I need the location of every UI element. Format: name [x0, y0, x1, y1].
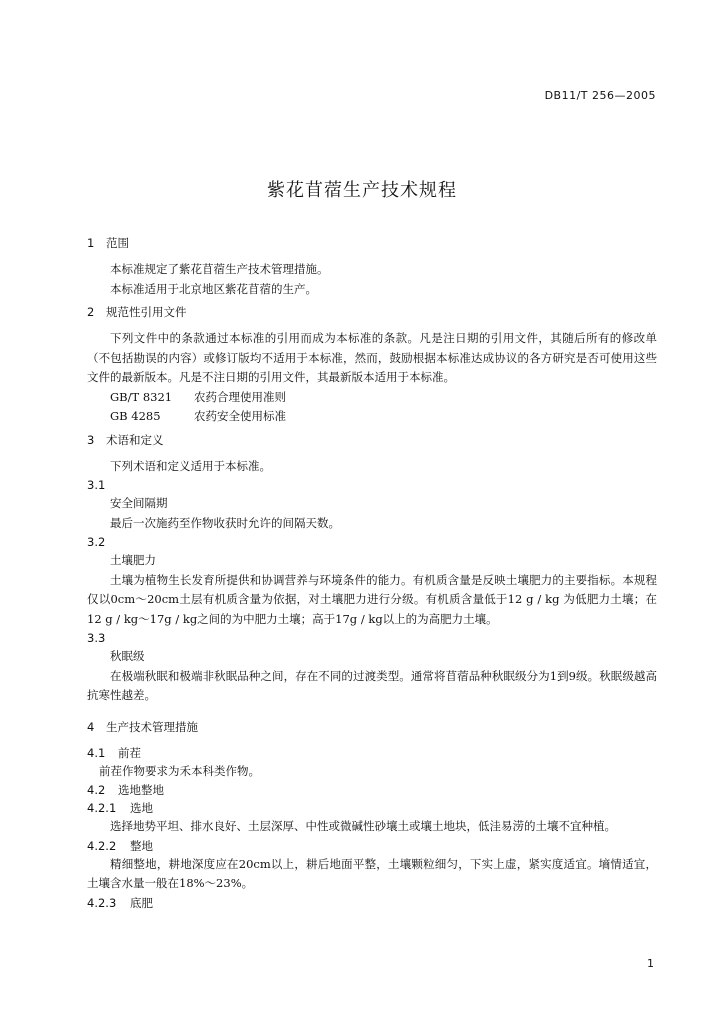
subsection-number: 4.2.2	[87, 838, 117, 853]
subsection-heading-4-2-1	[87, 799, 657, 817]
paragraph: 本标准规定了紫花苜蓿生产技术管理措施。	[110, 262, 329, 276]
subsection-title: 选地整地	[118, 783, 164, 797]
paragraph: 本标准适用于北京地区紫花苜蓿的生产。	[110, 281, 317, 296]
term-name: 安全间隔期	[110, 496, 168, 510]
term-number: 3.2	[87, 535, 106, 549]
term-definition: 在极端秋眠和极端非秋眠品种之间，存在不同的过渡类型。通常将苜蓿品种秋眠级分为1到9级。秋眠级越高抗寒性越差。	[87, 668, 657, 702]
section-number: 4	[87, 719, 95, 734]
subsection-title: 底肥	[130, 895, 153, 910]
page-number: 1	[647, 957, 654, 970]
section-number: 2	[87, 305, 95, 319]
paragraph: 前茬作物要求为禾本科类作物。	[99, 763, 260, 778]
reference-item	[87, 388, 657, 408]
subsection-title: 整地	[130, 838, 153, 853]
subsection-title: 选地	[130, 801, 153, 815]
term-number: 3.3	[87, 631, 106, 645]
reference-code: GB 4285	[110, 409, 161, 423]
page-title: 紫花苜蓿生产技术规程	[267, 180, 457, 201]
subsection-heading-4-2-3	[87, 894, 657, 912]
standard-code: DB11/T 256—2005	[544, 89, 656, 102]
paragraph: 选择地势平坦、排水良好、土层深厚、中性或微碱性砂壤土或壤土地块，低洼易涝的土壤不宜种植。	[110, 819, 616, 833]
section-title: 范围	[106, 236, 129, 250]
section-number: 1	[87, 236, 95, 250]
document-body	[87, 234, 657, 912]
reference-name: 农药安全使用标准	[194, 409, 286, 423]
reference-item	[87, 407, 657, 427]
paragraph: 下列文件中的条款通过本标准的引用而成为本标准的条款。凡是注日期的引用文件，其随后所有的修改单（不包括勘误的内容）或修订版均不适用于本标准，然而，鼓励根据本标准达成协议的各方研究是否可使用这些文件的最新版本。凡是不注日期的引用文件，其最新版本适用于本标准。	[87, 331, 657, 384]
section-title: 术语和定义	[106, 432, 164, 447]
term-name: 土壤肥力	[110, 553, 156, 567]
section-heading-4	[87, 718, 657, 736]
subsection-heading-4-1	[87, 744, 657, 762]
term-name: 秋眠级	[110, 649, 145, 663]
section-heading-1	[87, 234, 657, 252]
section-number: 3	[87, 432, 95, 447]
term-number: 3.1	[87, 478, 106, 492]
reference-code: GB/T 8321	[110, 389, 173, 404]
section-title: 规范性引用文件	[106, 305, 187, 319]
subsection-number: 4.2.1	[87, 801, 117, 815]
section-heading-3	[87, 431, 657, 449]
section-heading-2	[87, 303, 657, 321]
term-definition: 土壤为植物生长发育所提供和协调营养与环境条件的能力。有机质含量是反映土壤肥力的主要指标。本规程仅以0cm～20cm土层有机质含量为依据，对土壤肥力进行分级。有机质含量低于12 g / kg 为低肥力土壤；在12 g / kg～17g / kg之间的为中肥力土壤；高于17g / kg以上的为高肥力土壤。	[87, 572, 657, 626]
reference-name: 农药合理使用准则	[194, 389, 286, 404]
subsection-heading-4-2-2	[87, 837, 657, 855]
subsection-title: 前茬	[118, 745, 141, 760]
subsection-heading-4-2	[87, 781, 657, 799]
subsection-number: 4.2	[87, 783, 106, 797]
term-definition: 最后一次施药至作物收获时允许的间隔天数。	[110, 515, 340, 530]
subsection-number: 4.2.3	[87, 895, 117, 910]
subsection-number: 4.1	[87, 745, 106, 760]
paragraph: 下列术语和定义适用于本标准。	[110, 458, 271, 473]
paragraph: 精细整地，耕地深度应在20cm以上，耕后地面平整，土壤颗粒细匀，下实上虚，紧实度适宜。墒情适宜，土壤含水量一般在18%～23%。	[87, 856, 657, 890]
section-title: 生产技术管理措施	[106, 719, 198, 734]
